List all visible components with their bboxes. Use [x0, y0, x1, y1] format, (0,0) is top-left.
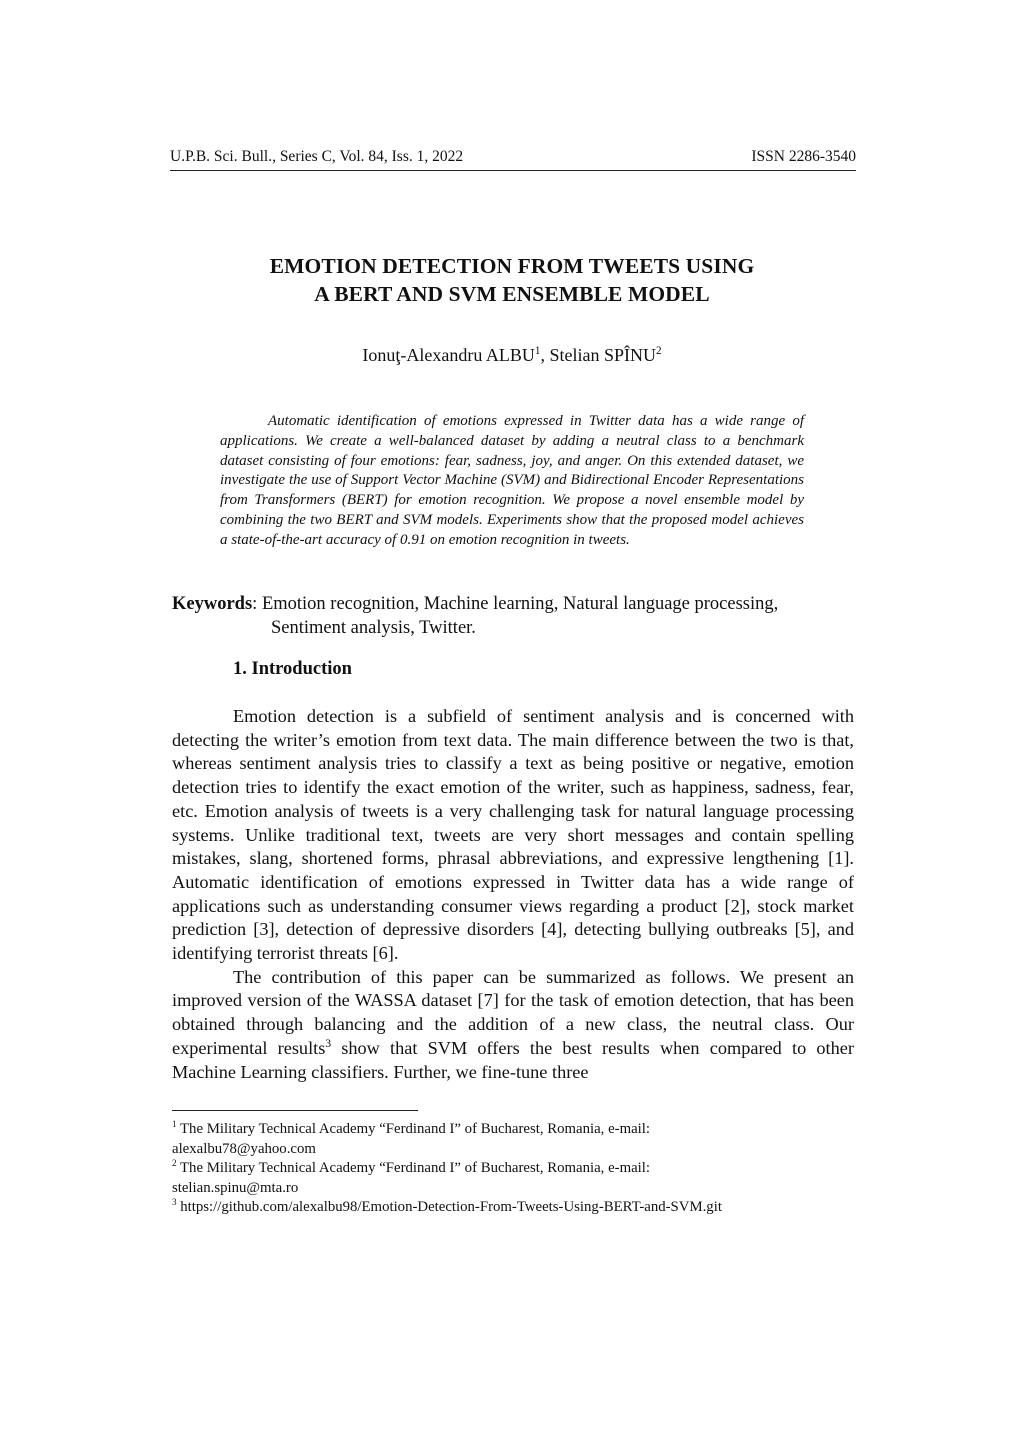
- section-heading: 1. Introduction: [233, 659, 352, 679]
- keywords-line-1: Emotion recognition, Machine learning, Natural language processing,: [261, 594, 779, 614]
- title-line-2: A BERT AND SVM ENSEMBLE MODEL: [314, 282, 710, 306]
- footnote-mark: 3: [325, 1037, 332, 1050]
- footnote-divider: [172, 1110, 418, 1111]
- footnote: [172, 1198, 862, 1218]
- keywords-separator: :: [252, 594, 262, 614]
- author-name: Ionuţ-Alexandru ALBU: [362, 345, 535, 365]
- affiliation-mark: 2: [655, 345, 662, 357]
- author-separator: ,: [540, 345, 550, 365]
- abstract: Automatic identification of emotions expressed in Twitter data has a wide range of applications. We create a well-balanced dataset by adding a neutral class to a benchmark dataset consisting of four emotions: fear, sadness, joy, and anger. On this extended dataset, we investigate the use of Support Vector Machine (SVM) and Bidirectional Encoder Representations from Transformers (BERT) for emotion recognition. We propose a novel ensemble model by combining the two BERT and SVM models. Experiments show that the proposed model achieves a state-of-the-art accuracy of 0.91 on emotion recognition in tweets.: [220, 413, 804, 548]
- title-line-1: EMOTION DETECTION FROM TWEETS USING: [269, 254, 755, 278]
- author-name: Stelian SPÎNU: [549, 345, 656, 365]
- keywords-line-2: Sentiment analysis, Twitter.: [271, 618, 476, 638]
- author-list: [0, 345, 1024, 366]
- footnote-number: 3: [172, 1197, 177, 1208]
- footnote-email: alexalbu78@yahoo.com: [172, 1140, 316, 1157]
- footnote-number: 1: [172, 1119, 177, 1130]
- journal-citation: U.P.B. Sci. Bull., Series C, Vol. 84, Iss. 1, 2022: [170, 148, 464, 165]
- paragraph-text: show that SVM offers the best results when compared to other Machine Learning classifiers. Further, we fine-tune three: [172, 1037, 854, 1082]
- footnote-text: The Military Technical Academy “Ferdinand I” of Bucharest, Romania, e-mail:: [176, 1160, 650, 1176]
- footnote-number: 2: [172, 1158, 177, 1169]
- footnote-email: stelian.spinu@mta.ro: [172, 1179, 299, 1196]
- footnote-text: The Military Technical Academy “Ferdinand I” of Bucharest, Romania, e-mail:: [176, 1121, 650, 1137]
- body-text: [172, 705, 854, 1084]
- paragraph: Emotion detection is a subfield of sentiment analysis and is concerned with detecting the writer’s emotion from text data. The main difference between the two is that, whereas sentiment analysis tries to classify a text as being positive or negative, emotion detection tries to identify the exact emotion of the writer, such as happiness, sadness, fear, etc. Emotion analysis of tweets is a very challenging task for natural language processing systems. Unlike traditional text, tweets are very short messages and contain spelling mistakes, slang, shortened forms, phrasal abbreviations, and expressive lengthening [1]. Automatic identification of emotions expressed in Twitter data has a wide range of applications such as understanding consumer views regarding a product [2], stock market prediction [3], detection of depressive disorders [4], detecting bullying outbreaks [5], and identifying terrorist threats [6].: [172, 706, 854, 964]
- keywords-label: Keywords: [172, 594, 253, 614]
- paragraph-text: The contribution of this paper can be summarized as follows. We present an improved version of the WASSA dataset [7] for the task of emotion detection, that has been obtained through balancing and the addition of a new class, the neutral class. Our experimental results: [172, 966, 854, 1058]
- paper-title: [0, 252, 1024, 308]
- paragraph: [172, 966, 854, 1085]
- footnotes: [172, 1120, 862, 1218]
- keywords: [172, 592, 862, 640]
- running-head: [170, 148, 856, 171]
- footnote-url: https://github.com/alexalbu98/Emotion-Detection-From-Tweets-Using-BERT-and-SVM.git: [176, 1199, 722, 1215]
- footnote: [172, 1120, 862, 1140]
- affiliation-mark: 1: [534, 345, 541, 357]
- footnote: [172, 1159, 862, 1179]
- issn: ISSN 2286-3540: [751, 148, 856, 165]
